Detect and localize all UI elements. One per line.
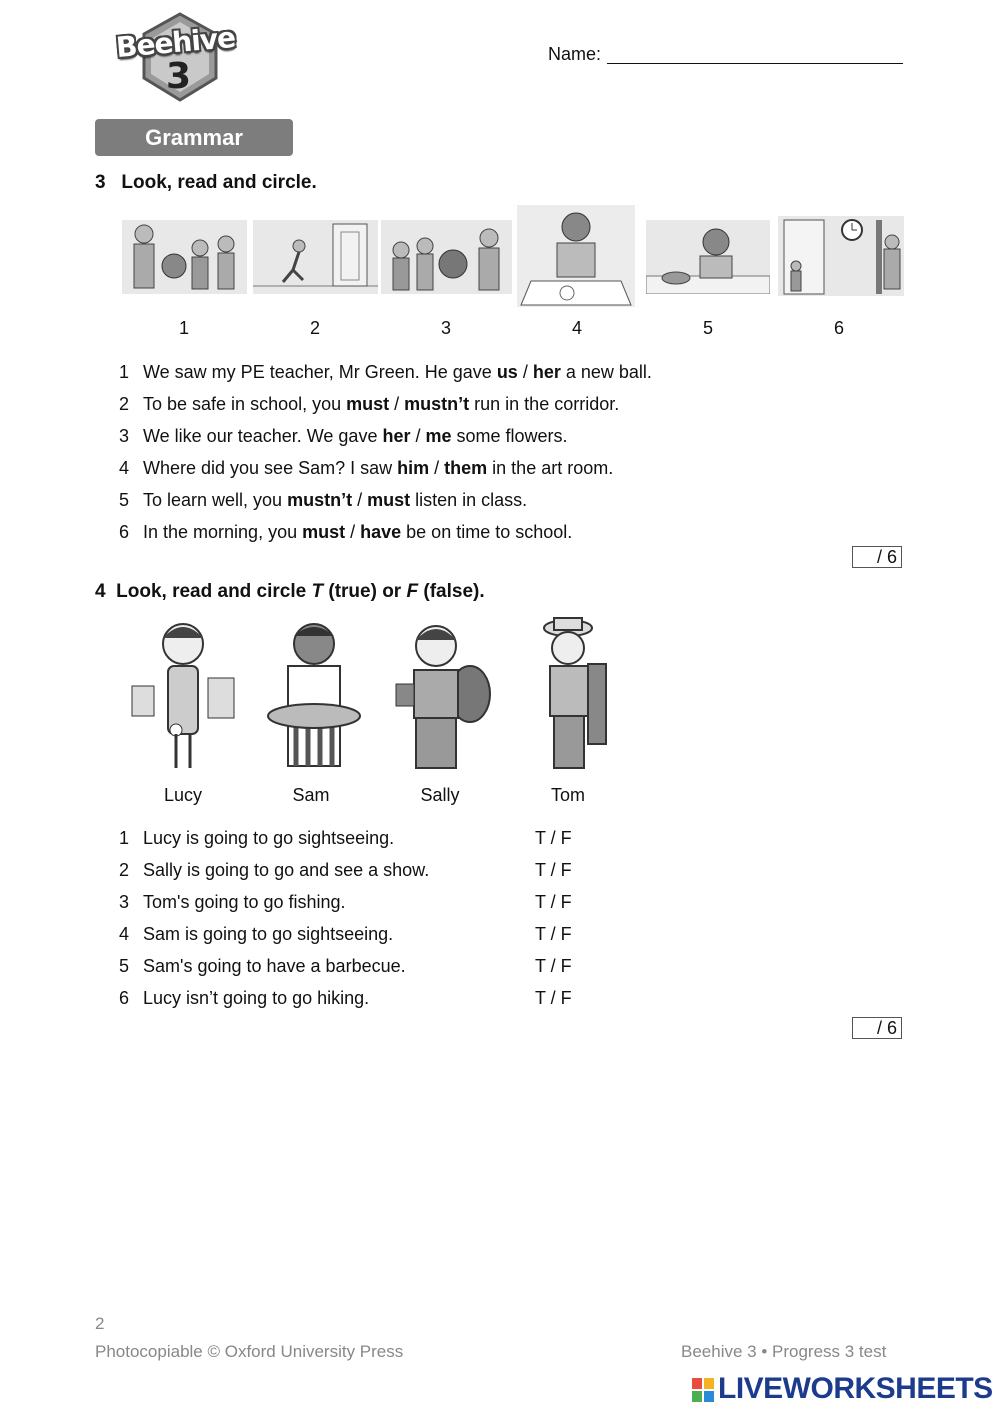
exercise-3-heading — [95, 172, 317, 194]
true-letter: T — [311, 581, 324, 602]
false-letter: F — [406, 581, 419, 602]
character-sally-picture — [386, 618, 496, 770]
picture-5 — [646, 220, 770, 294]
picture-1 — [122, 220, 247, 294]
item-number: 1 — [119, 362, 130, 382]
boy-late-door-clock-illustration — [778, 216, 904, 296]
option-b[interactable]: her — [532, 362, 561, 382]
character-name-tom: Tom — [550, 785, 585, 805]
girl-with-backpack-illustration — [386, 618, 496, 770]
item-number: 5 — [119, 490, 130, 510]
item-text: In the morning, you — [143, 522, 303, 542]
ex4-item — [119, 988, 369, 1009]
boy-listening-illustration — [646, 220, 770, 294]
picture-number-1: 1 — [178, 318, 189, 338]
item-number: 2 — [119, 860, 130, 880]
item-text: run in the corridor. — [469, 394, 620, 414]
ex4-item — [119, 924, 393, 945]
boy-drawing-illustration — [517, 205, 635, 307]
character-lucy-picture — [128, 618, 238, 770]
option-a[interactable]: must — [346, 394, 390, 414]
picture-3 — [381, 220, 512, 294]
item-number: 4 — [119, 924, 130, 944]
item-number: 3 — [119, 892, 130, 912]
beehive-logo — [112, 12, 248, 104]
true-false-choice[interactable]: T / F — [535, 956, 572, 976]
option-a[interactable]: mustn’t — [287, 490, 353, 510]
option-separator: / — [345, 522, 361, 542]
picture-number-4: 4 — [571, 318, 582, 338]
ex3-item — [119, 426, 568, 447]
item-text: Tom's going to go fishing. — [143, 892, 346, 912]
item-text: in the art room. — [487, 458, 614, 478]
option-separator: / — [429, 458, 445, 478]
item-text: To be safe in school, you — [143, 394, 347, 414]
true-false-choice[interactable]: T / F — [535, 828, 572, 848]
liveworksheets-icon — [692, 1378, 714, 1402]
option-a[interactable]: us — [496, 362, 518, 382]
ex3-item — [119, 362, 652, 383]
girl-running-corridor-illustration — [253, 220, 378, 294]
name-label: Name: — [548, 44, 602, 64]
boy-with-barbecue-tray-illustration — [264, 618, 364, 770]
option-b[interactable]: must — [367, 490, 411, 510]
picture-4 — [517, 205, 635, 307]
true-false-choice[interactable]: T / F — [535, 892, 572, 912]
item-text: Lucy isn’t going to go hiking. — [143, 988, 370, 1008]
character-name-sam: Sam — [292, 785, 330, 805]
item-text: a new ball. — [560, 362, 652, 382]
picture-number-2: 2 — [309, 318, 320, 338]
page-number: 2 — [95, 1314, 105, 1333]
ex4-item — [119, 956, 406, 977]
item-text: be on time to school. — [401, 522, 573, 542]
logo-word: Beehive — [114, 20, 237, 65]
option-a[interactable]: her — [382, 426, 411, 446]
picture-number-6: 6 — [833, 318, 844, 338]
item-text: Sally is going to go and see a show. — [143, 860, 430, 880]
item-text: listen in class. — [410, 490, 528, 510]
item-text: Sam is going to go sightseeing. — [143, 924, 394, 944]
children-giving-flowers-illustration — [381, 220, 512, 294]
item-text: We like our teacher. We gave — [143, 426, 383, 446]
item-number: 4 — [119, 458, 130, 478]
option-a[interactable]: him — [397, 458, 430, 478]
item-number: 5 — [119, 956, 130, 976]
item-number: 6 — [119, 988, 130, 1008]
option-b[interactable]: mustn’t — [404, 394, 470, 414]
exercise-4-heading — [95, 581, 485, 603]
exercise-4-instruction: Look, read and circle — [116, 581, 312, 602]
item-number: 6 — [119, 522, 130, 542]
option-separator: / — [517, 362, 533, 382]
exercise-4-instruction: (true) or — [323, 581, 407, 602]
true-false-choice[interactable]: T / F — [535, 988, 572, 1008]
picture-6 — [778, 216, 904, 296]
item-number: 2 — [119, 394, 130, 414]
item-text: some flowers. — [451, 426, 568, 446]
girl-with-guidebook-illustration — [128, 618, 238, 770]
option-b[interactable]: have — [360, 522, 402, 542]
character-name-lucy: Lucy — [163, 785, 203, 805]
boy-with-hat-and-towel-illustration — [528, 616, 618, 770]
character-tom-picture — [528, 616, 618, 770]
teacher-giving-ball-illustration — [122, 220, 247, 294]
item-number: 3 — [119, 426, 130, 446]
character-sam-picture — [264, 618, 364, 770]
picture-2 — [253, 220, 378, 294]
ex4-item — [119, 892, 346, 913]
ex3-item — [119, 394, 619, 415]
liveworksheets-logo[interactable]: LIVEWORKSHEETS — [718, 1372, 993, 1405]
item-text: Lucy is going to go sightseeing. — [143, 828, 395, 848]
true-false-choice[interactable]: T / F — [535, 860, 572, 880]
option-b[interactable]: me — [425, 426, 452, 446]
logo-number: 3 — [166, 56, 192, 97]
item-text: We saw my PE teacher, Mr Green. He gave — [143, 362, 497, 382]
ex3-item — [119, 490, 527, 511]
exercise-4-instruction: (false). — [418, 581, 485, 602]
ex4-item — [119, 828, 394, 849]
exercise-4-score-box: / 6 — [852, 1017, 902, 1039]
true-false-choice[interactable]: T / F — [535, 924, 572, 944]
item-number: 1 — [119, 828, 130, 848]
test-title: Beehive 3 • Progress 3 test — [681, 1342, 887, 1361]
item-text: Sam's going to have a barbecue. — [143, 956, 406, 976]
item-text: To learn well, you — [143, 490, 288, 510]
copyright-text: Photocopiable © Oxford University Press — [95, 1342, 404, 1361]
option-b[interactable]: them — [444, 458, 488, 478]
exercise-3-instruction: Look, read and circle. — [121, 172, 317, 193]
exercise-3-score-box: / 6 — [852, 546, 902, 568]
option-separator: / — [352, 490, 368, 510]
exercise-3-number: 3 — [95, 172, 106, 193]
picture-number-5: 5 — [702, 318, 713, 338]
ex3-item — [119, 458, 613, 479]
ex3-item — [119, 522, 572, 543]
option-separator: / — [389, 394, 405, 414]
name-field[interactable] — [607, 63, 903, 64]
character-name-sally: Sally — [420, 785, 460, 805]
ex4-item — [119, 860, 429, 881]
item-text: Where did you see Sam? I saw — [143, 458, 398, 478]
option-a[interactable]: must — [302, 522, 346, 542]
exercise-4-number: 4 — [95, 581, 106, 602]
option-separator: / — [410, 426, 426, 446]
picture-number-3: 3 — [440, 318, 451, 338]
section-banner: Grammar — [95, 119, 293, 156]
